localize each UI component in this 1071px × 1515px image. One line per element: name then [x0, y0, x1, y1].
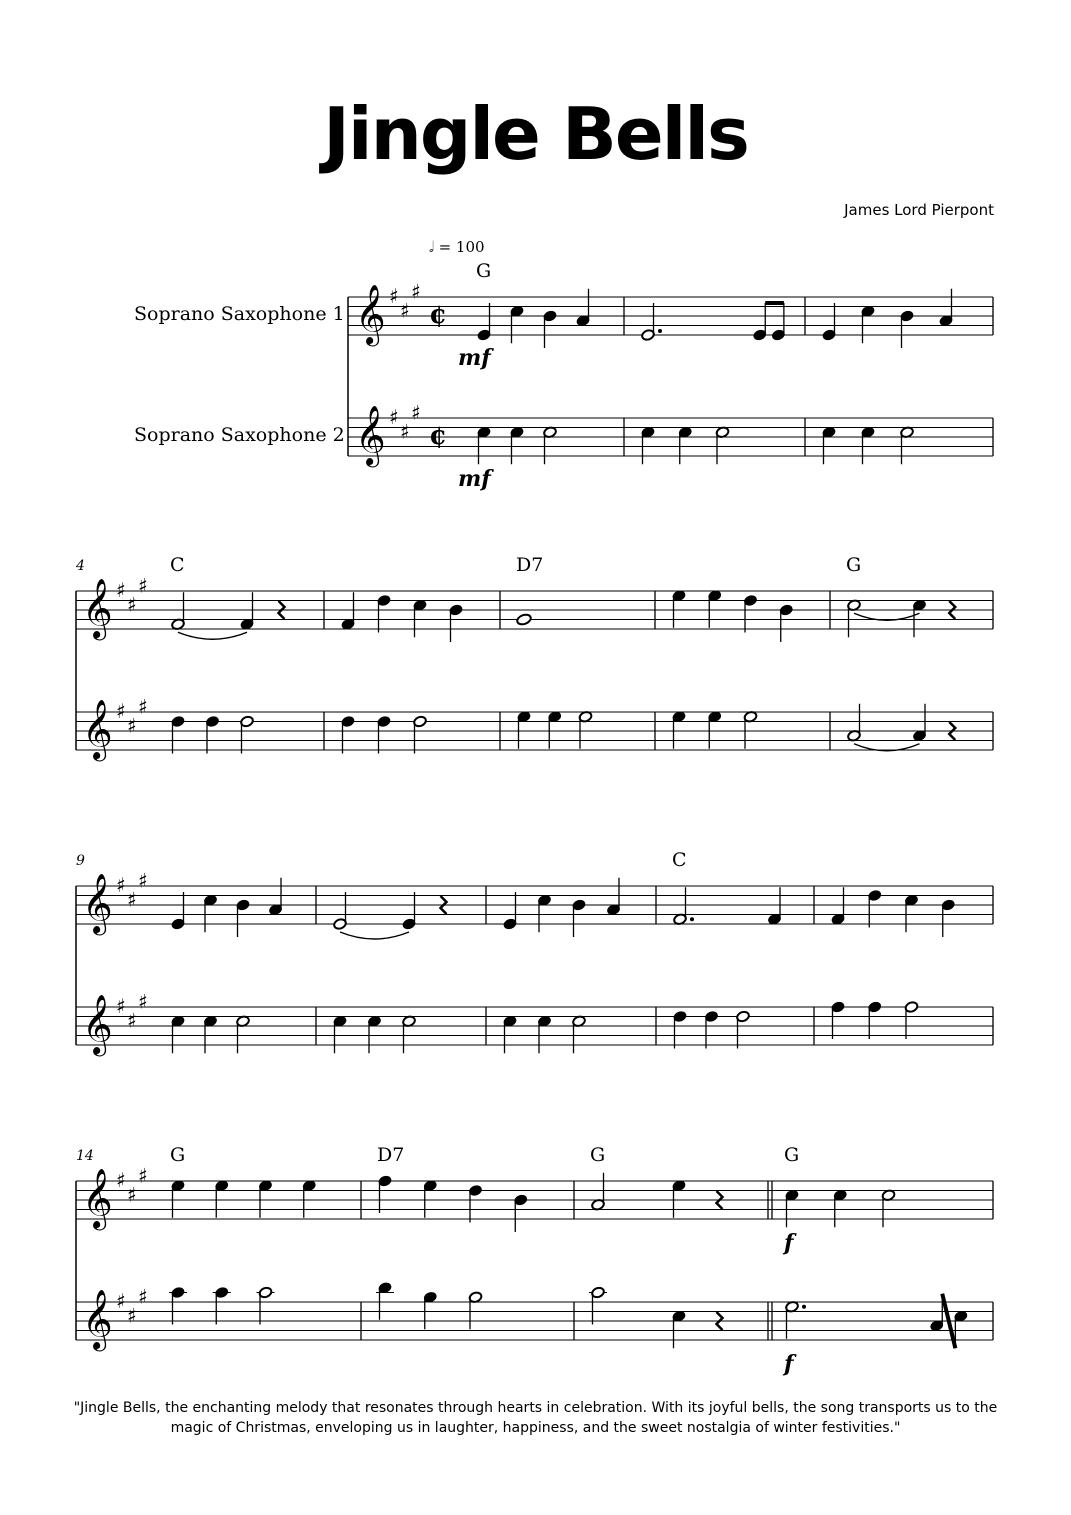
- treble-clef-icon: 𝄞: [82, 994, 113, 1055]
- key-sharp-icon: ♯: [116, 1168, 126, 1192]
- page-title: Jingle Bells: [323, 92, 748, 176]
- key-sharp-icon: ♯: [116, 873, 126, 897]
- key-sharp-icon: ♯: [116, 994, 126, 1018]
- key-sharp-icon: ♯: [138, 989, 148, 1014]
- dynamic-marking: f: [784, 1230, 794, 1256]
- chord-symbol: D7: [516, 554, 544, 576]
- chord-symbol: C: [170, 554, 185, 576]
- key-sharp-icon: ♯: [116, 1289, 126, 1313]
- augmentation-dot: [802, 1305, 806, 1309]
- dynamic-marking: f: [784, 1351, 794, 1377]
- augmentation-dot: [658, 329, 662, 333]
- footer-line: "Jingle Bells, the enchanting melody that resonates through hearts in celebration. With its joyful bells, the song transports us to the: [73, 1400, 998, 1416]
- chord-symbol: G: [784, 1144, 800, 1166]
- measure-number: 14: [76, 1148, 94, 1164]
- chord-symbol: G: [170, 1144, 186, 1166]
- chord-symbol: D7: [377, 1144, 405, 1166]
- key-sharp-icon: ♯: [127, 1008, 137, 1033]
- key-sharp-icon: ♯: [127, 887, 137, 912]
- key-sharp-icon: ♯: [138, 1163, 148, 1188]
- key-sharp-icon: ♯: [138, 1284, 148, 1309]
- key-sharp-icon: ♯: [138, 694, 148, 719]
- chord-symbol: G: [846, 554, 862, 576]
- dynamic-marking: mf: [458, 345, 491, 371]
- key-sharp-icon: ♯: [116, 578, 126, 602]
- chord-symbol: C: [672, 849, 687, 871]
- chord-symbol: G: [590, 1144, 606, 1166]
- key-sharp-icon: ♯: [138, 573, 148, 598]
- tie: [178, 632, 247, 639]
- cut-time-icon: ¢: [429, 300, 448, 330]
- measure-number: 9: [76, 853, 85, 869]
- notehead: [516, 613, 532, 626]
- tie: [340, 932, 409, 939]
- key-sharp-icon: ♯: [400, 419, 410, 444]
- key-sharp-icon: ♯: [389, 284, 399, 308]
- key-sharp-icon: ♯: [127, 1303, 137, 1328]
- tempo-value: = 100: [438, 238, 485, 256]
- key-sharp-icon: ♯: [116, 699, 126, 723]
- treble-clef-icon: 𝄞: [355, 405, 386, 466]
- treble-clef-icon: 𝄞: [82, 1289, 113, 1350]
- chord-symbol: G: [476, 260, 492, 282]
- key-sharp-icon: ♯: [127, 1182, 137, 1207]
- key-sharp-icon: ♯: [127, 713, 137, 738]
- instrument-label-1: Soprano Saxophone 1: [134, 303, 345, 325]
- half-note-icon: 𝅗𝅥: [429, 238, 434, 256]
- augmentation-dot: [690, 917, 694, 921]
- key-sharp-icon: ♯: [138, 868, 148, 893]
- cut-time-icon: ¢: [429, 421, 448, 451]
- treble-clef-icon: 𝄞: [82, 1168, 113, 1229]
- key-sharp-icon: ♯: [389, 405, 399, 429]
- key-sharp-icon: ♯: [411, 279, 421, 304]
- footer-line: magic of Christmas, enveloping us in laughter, happiness, and the sweet nostalgia of winter festivities.": [170, 1420, 901, 1436]
- treble-clef-icon: 𝄞: [355, 284, 386, 345]
- treble-clef-icon: 𝄞: [82, 873, 113, 934]
- key-sharp-icon: ♯: [127, 592, 137, 617]
- measure-number: 4: [76, 558, 85, 574]
- treble-clef-icon: 𝄞: [82, 578, 113, 639]
- instrument-label-2: Soprano Saxophone 2: [134, 424, 345, 446]
- treble-clef-icon: 𝄞: [82, 699, 113, 760]
- composer-name: James Lord Pierpont: [844, 201, 994, 219]
- key-sharp-icon: ♯: [411, 400, 421, 425]
- key-sharp-icon: ♯: [400, 298, 410, 323]
- dynamic-marking: mf: [458, 466, 491, 492]
